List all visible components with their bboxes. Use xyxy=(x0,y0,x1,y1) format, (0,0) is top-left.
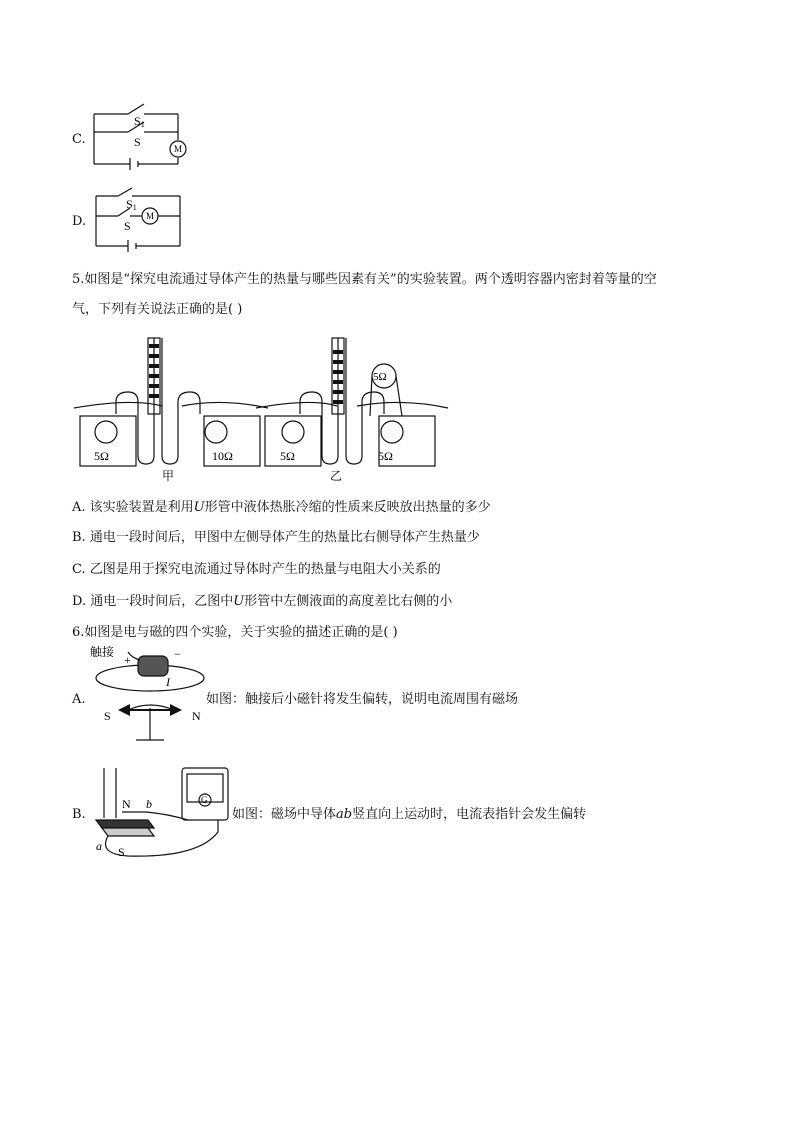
right-resistor-2-label: 5Ω xyxy=(378,449,393,463)
switch-s-label-d: S xyxy=(124,219,131,233)
right-figure-caption: 乙 xyxy=(330,469,343,483)
q6-stem: 6.如图是电与磁的四个实验，关于实验的描述正确的是( ) xyxy=(72,625,398,640)
option-c-label: C. xyxy=(72,132,86,147)
switch-s1-label-d: S1 xyxy=(126,197,137,212)
left-resistor-2-label: 10Ω xyxy=(212,449,233,463)
right-resistor-1-label: 5Ω xyxy=(280,449,295,463)
magnet-s-pole: S xyxy=(118,845,125,859)
current-label: I xyxy=(166,675,170,689)
left-resistor-1-label: 5Ω xyxy=(94,449,109,463)
q6-option-a-text: 如图：触接后小磁针将发生偏转，说明电流周围有磁场 xyxy=(206,692,519,707)
q6-option-a-label: A. xyxy=(72,692,86,707)
option-d-label: D. xyxy=(72,214,87,229)
magnet-n-pole: N xyxy=(122,797,131,811)
circuit-d-diagram xyxy=(90,186,190,252)
needle-s-pole: S xyxy=(104,709,111,723)
switch-s1-label: S1 xyxy=(134,114,145,129)
right-resistor-3-label: 5Ω xyxy=(373,371,387,383)
circuit-c-diagram xyxy=(90,100,200,170)
q5-option-d: D. 通电一段时间后，乙图中U形管中左侧液面的高度差比右侧的小 xyxy=(72,594,453,609)
q5-stem-line1: 5.如图是“探究电流通过导体产生的热量与哪些因素有关”的实验装置。两个透明容器内密封着等量的空 xyxy=(72,272,657,287)
left-figure-caption: 甲 xyxy=(162,469,175,483)
q6-option-b-label: B. xyxy=(72,807,86,822)
conductor-end-a: a xyxy=(96,839,102,853)
motor-m-label-d: M xyxy=(146,211,155,221)
q5-joule-heating-figure xyxy=(72,336,522,486)
touch-label: 触接 xyxy=(90,645,115,659)
conductor-end-b: b xyxy=(146,797,152,811)
plus-terminal: + xyxy=(124,653,131,667)
q5-option-b: B. 通电一段时间后，甲图中左侧导体产生的热量比右侧导体产生热量少 xyxy=(72,530,480,545)
q5-stem-line2: 气，下列有关说法正确的是( ) xyxy=(72,302,243,317)
q6-option-b-text: 如图：磁场中导体ab竖直向上运动时，电流表指针会发生偏转 xyxy=(232,807,587,822)
q5-option-a: A. 该实验装置是利用U形管中液体热胀冷缩的性质来反映放出热量的多少 xyxy=(72,500,491,515)
galvanometer-g: G xyxy=(201,795,208,805)
motor-m-label: M xyxy=(174,144,183,154)
needle-n-pole: N xyxy=(192,709,201,723)
oersted-experiment-figure xyxy=(88,644,208,748)
q5-option-c: C. 乙图是用于探究电流通过导体时产生的热量与电阻大小关系的 xyxy=(72,562,441,577)
minus-terminal: − xyxy=(174,647,181,661)
electromagnetic-induction-figure xyxy=(88,762,233,860)
switch-s-label: S xyxy=(134,135,141,149)
